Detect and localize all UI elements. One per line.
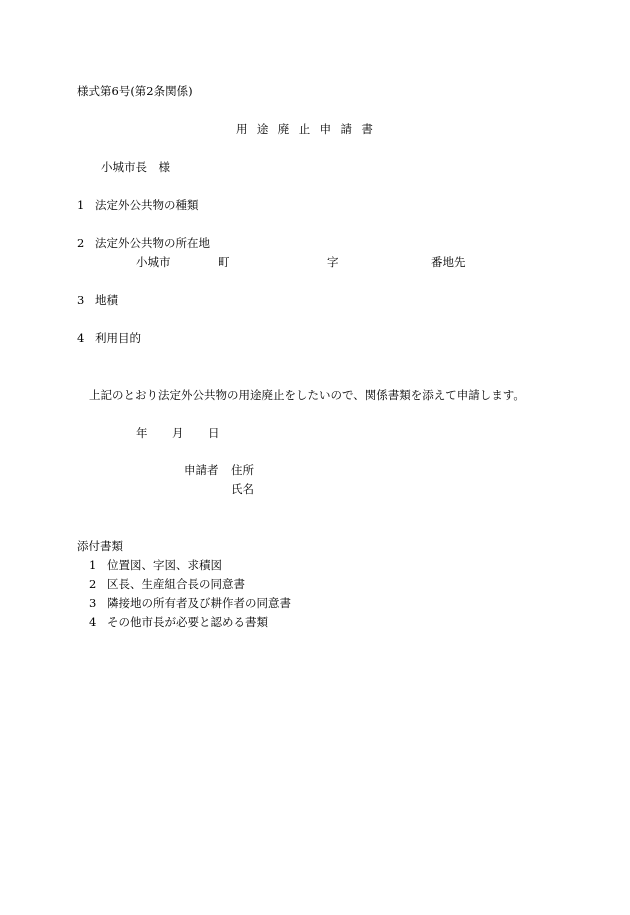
date-day: 日 [208, 426, 220, 440]
item-number: 1 [77, 198, 85, 212]
item-label: 法定外公共物の所在地 [95, 236, 210, 250]
attachment-text: 区長、生産組合長の同意書 [107, 577, 245, 591]
location-aza: 字 [327, 255, 339, 269]
attachment-text: その他市長が必要と認める書類 [107, 615, 268, 629]
location-town: 町 [218, 255, 230, 269]
application-statement: 上記のとおり法定外公共物の用途廃止をしたいので、関係書類を添えて申請します。 [89, 388, 525, 402]
addressee: 小城市長 様 [101, 160, 170, 174]
item-number: 3 [77, 293, 85, 307]
attachment-number: 4 [89, 615, 97, 629]
item-label: 地積 [95, 293, 118, 307]
item-number: 4 [77, 331, 85, 345]
item-label: 法定外公共物の種類 [95, 198, 199, 212]
attachment-number: 2 [89, 577, 97, 591]
applicant-label: 申請者 [184, 463, 219, 477]
attachment-number: 3 [89, 596, 97, 610]
item-number: 2 [77, 236, 85, 250]
attachments-heading: 添付書類 [77, 539, 123, 553]
location-banchi: 番地先 [431, 255, 466, 269]
form-number: 様式第6号(第2条関係) [77, 84, 193, 98]
attachment-text: 位置図、字図、求積図 [107, 558, 222, 572]
date-year: 年 [136, 426, 148, 440]
document-title: 用途廃止申請書 [236, 122, 383, 136]
applicant-address-label: 住所 [231, 463, 254, 477]
attachment-text: 隣接地の所有者及び耕作者の同意書 [107, 596, 291, 610]
date-month: 月 [172, 426, 184, 440]
applicant-name-label: 氏名 [231, 482, 254, 496]
attachment-number: 1 [89, 558, 97, 572]
item-label: 利用目的 [95, 331, 141, 345]
location-city: 小城市 [136, 255, 171, 269]
